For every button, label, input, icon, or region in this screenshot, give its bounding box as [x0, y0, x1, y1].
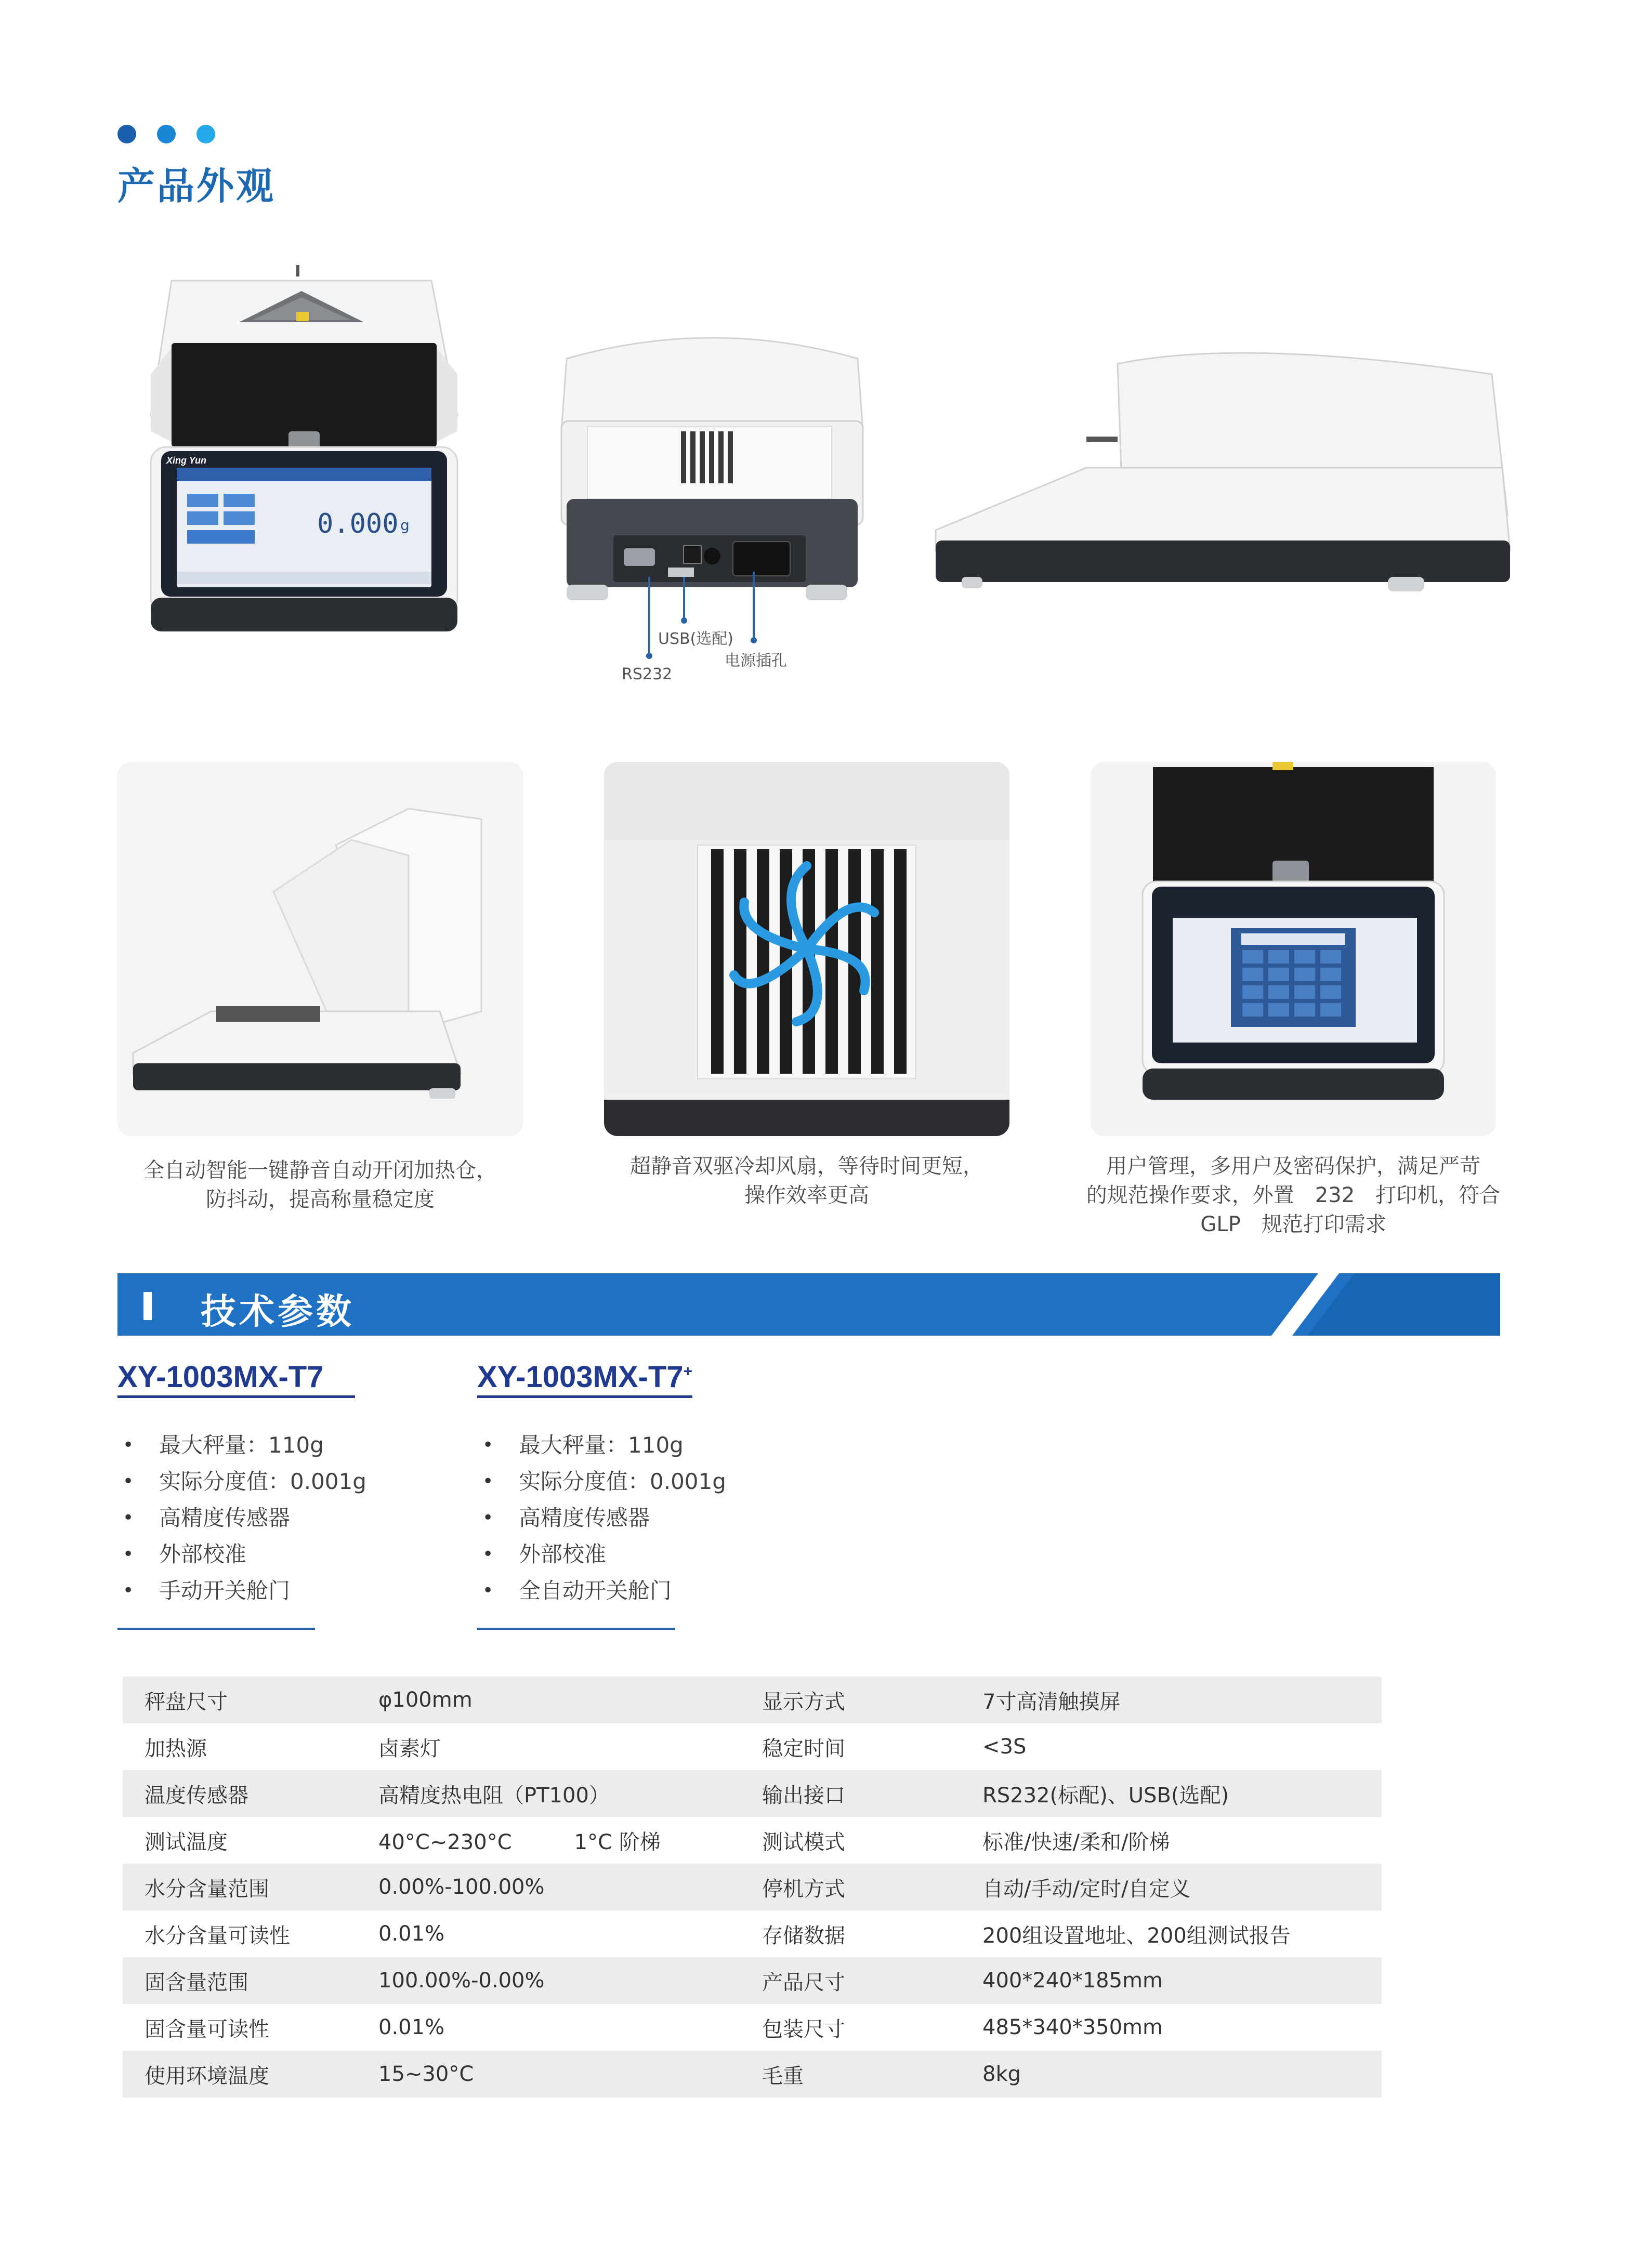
- rs232-label: RS232: [622, 665, 673, 683]
- rs232-callout-line: [648, 577, 650, 655]
- table-row: [123, 1910, 1382, 1957]
- list-item: • 外部校准: [477, 1536, 726, 1573]
- tech-banner: [117, 1273, 1500, 1336]
- spec-label: 稳定时间: [762, 1723, 982, 1770]
- spec-label: 存储数据: [762, 1910, 982, 1957]
- spec-value: 7寸高清触摸屏: [982, 1677, 1382, 1723]
- screen-reading: 0.000: [317, 508, 399, 539]
- table-row: [123, 1677, 1382, 1723]
- power-callout-line: [753, 572, 755, 639]
- list-item: • 高精度传感器: [117, 1500, 366, 1536]
- feature-caption-fan: [604, 1152, 1009, 1210]
- spec-label: 温度传感器: [123, 1770, 378, 1817]
- spec-value: 卤素灯: [378, 1723, 762, 1770]
- feature-panel-user-management: [1091, 762, 1496, 1136]
- product-front-view: [140, 260, 478, 644]
- product-rear-view: [556, 327, 868, 613]
- feature-panel-fan: [604, 762, 1009, 1136]
- spec-label: 使用环境温度: [123, 2051, 378, 2098]
- feature-caption-line: 用户管理，多用户及密码保护，满足严苛: [1106, 1154, 1480, 1178]
- spec-label: 包装尺寸: [762, 2004, 982, 2051]
- product-side-view: [930, 343, 1518, 613]
- model-1-name: [117, 1360, 355, 1398]
- header-dot-3: [196, 125, 215, 143]
- list-item: • 外部校准: [117, 1536, 366, 1573]
- spec-value: RS232(标配)、USB(选配): [982, 1770, 1382, 1817]
- spec-value: 自动/手动/定时/自定义: [982, 1864, 1382, 1910]
- list-item: • 最大秤量：110g: [117, 1427, 366, 1463]
- table-row: [123, 2051, 1382, 2098]
- model-1-features: [117, 1427, 366, 1609]
- spec-label: 产品尺寸: [762, 1957, 982, 2004]
- table-row: [123, 1817, 1382, 1864]
- model-2-features: [477, 1427, 726, 1609]
- section-title: 产品外观: [117, 164, 276, 208]
- table-row: [123, 1770, 1382, 1817]
- model-2-name: [477, 1360, 692, 1398]
- feature-caption-line: 操作效率更高: [744, 1183, 869, 1207]
- model-1-underline: [117, 1628, 315, 1630]
- feature-caption-line: GLP 规范打印需求: [1200, 1212, 1386, 1236]
- spec-label: 水分含量可读性: [123, 1910, 378, 1957]
- list-item: • 实际分度值：0.001g: [477, 1463, 726, 1500]
- list-item: • 实际分度值：0.001g: [117, 1463, 366, 1500]
- spec-value: <3S: [982, 1723, 1382, 1770]
- table-row: [123, 1723, 1382, 1770]
- spec-value: 100.00%-0.00%: [378, 1957, 762, 2004]
- spec-label: 显示方式: [762, 1677, 982, 1723]
- spec-value: 400*240*185mm: [982, 1957, 1382, 2004]
- spec-label: 停机方式: [762, 1864, 982, 1910]
- table-row: [123, 2004, 1382, 2051]
- banner-accent-bar: [143, 1292, 152, 1320]
- header-dot-1: [117, 125, 136, 143]
- feature-caption-line: 防抖动，提高称量稳定度: [206, 1188, 435, 1211]
- spec-label: 固含量范围: [123, 1957, 378, 2004]
- power-callout-dot: [751, 637, 757, 643]
- spec-label: 加热源: [123, 1723, 378, 1770]
- feature-caption-auto-lid: [117, 1156, 523, 1214]
- model-2-name-sup: +: [683, 1363, 693, 1380]
- model-2-underline: [477, 1628, 675, 1630]
- spec-value: 40°C~230°C 1°C 阶梯: [378, 1817, 762, 1864]
- banner-stripe-decoration: [1199, 1273, 1500, 1336]
- spec-value: 0.01%: [378, 1910, 762, 1957]
- model-2-name-text: XY-1003MX-T7: [477, 1360, 684, 1394]
- spec-label: 测试温度: [123, 1817, 378, 1864]
- power-label: 电源插孔: [725, 652, 787, 670]
- tech-title: 技术参数: [201, 1291, 355, 1333]
- list-item: • 手动开关舱门: [117, 1573, 366, 1609]
- spec-value: 标准/快速/柔和/阶梯: [982, 1817, 1382, 1864]
- usb-label: USB(选配): [658, 630, 733, 648]
- brand-logo-text: Xing Yun: [166, 455, 207, 466]
- spec-value: 0.01%: [378, 2004, 762, 2051]
- feature-caption-line: 的规范操作要求，外置 232 打印机，符合: [1086, 1183, 1501, 1207]
- table-row: [123, 1864, 1382, 1910]
- spec-value: 15~30°C: [378, 2051, 762, 2098]
- spec-label: 秤盘尺寸: [123, 1677, 378, 1723]
- spec-table: [123, 1677, 1382, 2098]
- model-1-name-text: XY-1003MX-T7: [117, 1360, 324, 1394]
- spec-value: 0.00%-100.00%: [378, 1864, 762, 1910]
- spec-label: 水分含量范围: [123, 1864, 378, 1910]
- list-item: • 最大秤量：110g: [477, 1427, 726, 1463]
- spec-label: 测试模式: [762, 1817, 982, 1864]
- header-dot-2: [157, 125, 176, 143]
- feature-caption-line: 超静音双驱冷却风扇，等待时间更短，: [630, 1154, 983, 1178]
- feature-panel-auto-lid: [117, 762, 523, 1136]
- feature-caption-line: 全自动智能一键静音自动开闭加热仓，: [143, 1158, 497, 1182]
- spec-value: 485*340*350mm: [982, 2004, 1382, 2051]
- spec-label: 毛重: [762, 2051, 982, 2098]
- spec-label: 输出接口: [762, 1770, 982, 1817]
- list-item: • 全自动开关舱门: [477, 1573, 726, 1609]
- list-item: • 高精度传感器: [477, 1500, 726, 1536]
- spec-value: φ100mm: [378, 1677, 762, 1723]
- spec-value: 高精度热电阻（PT100）: [378, 1770, 762, 1817]
- screen-unit: g: [400, 517, 410, 534]
- spec-value: 8kg: [982, 2051, 1382, 2098]
- usb-callout-line: [683, 577, 685, 618]
- feature-caption-user-management: [1080, 1152, 1506, 1239]
- table-row: [123, 1957, 1382, 2004]
- rs232-callout-dot: [646, 653, 652, 659]
- spec-label: 固含量可读性: [123, 2004, 378, 2051]
- spec-value: 200组设置地址、200组测试报告: [982, 1910, 1382, 1957]
- usb-callout-dot: [681, 617, 687, 624]
